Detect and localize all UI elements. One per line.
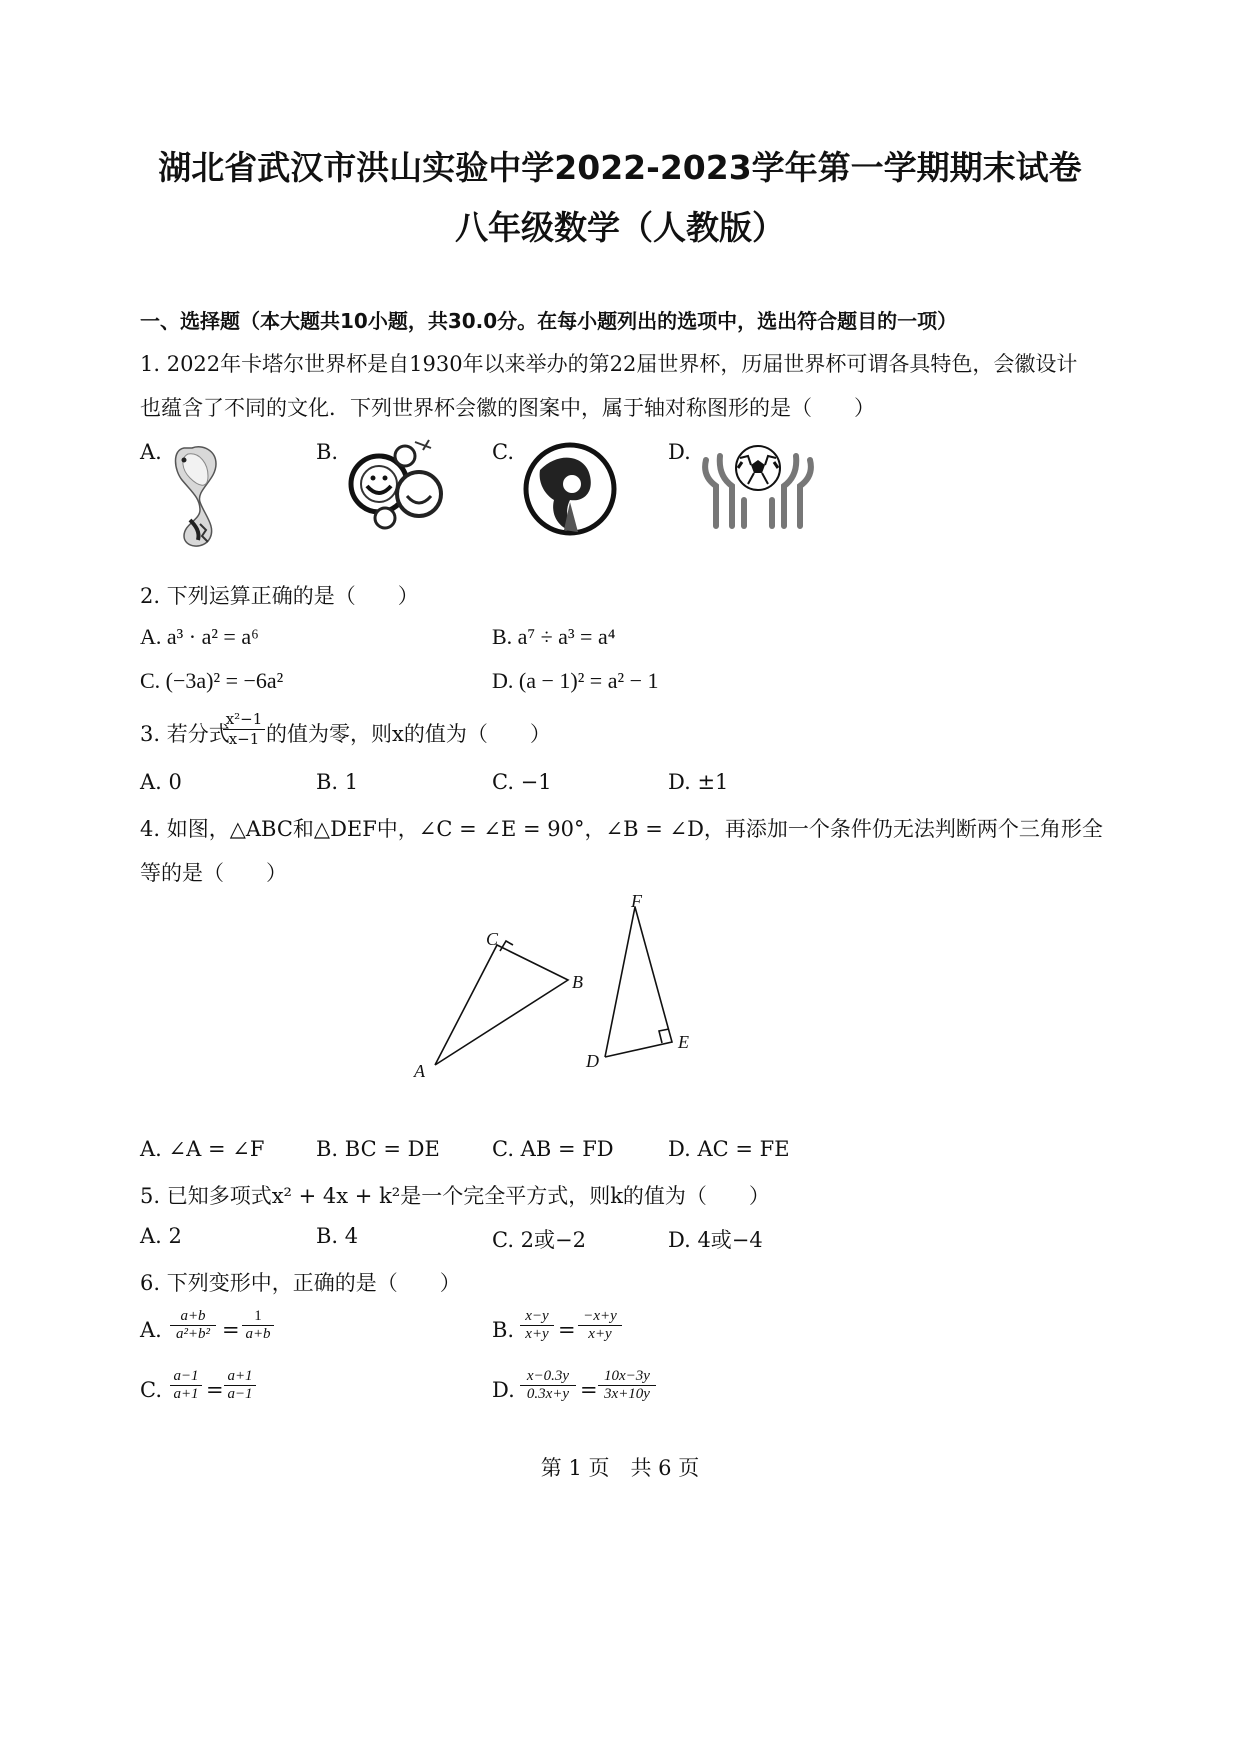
q6-a-right-den: a+b: [245, 1326, 271, 1342]
q4-option-c: C. AB = FD: [492, 1137, 614, 1161]
q6-b-right-fraction: [578, 1308, 622, 1343]
vertex-label-c: C: [486, 929, 499, 949]
q4-option-b: B. BC = DE: [316, 1137, 440, 1161]
q5-option-b: B. 4: [316, 1224, 359, 1248]
q6-d-left-num: x−0.3y: [520, 1368, 576, 1386]
q6-b-left-den: x+y: [525, 1326, 549, 1342]
q2-option-c: C. (−3a)² = −6a²: [140, 668, 284, 693]
q4-option-a: A. ∠A = ∠F: [140, 1137, 265, 1161]
q4-stem-line2: 等的是（ ）: [140, 861, 287, 885]
q3-option-c: C. −1: [492, 770, 552, 794]
q3-fraction-denominator: x−1: [228, 730, 260, 748]
q6-d-left-fraction: [520, 1368, 576, 1403]
vertex-label-b: B: [572, 972, 583, 992]
q6-c-left-den: a+1: [173, 1386, 199, 1402]
q6-b-right-den: x+y: [588, 1326, 612, 1342]
q6-option-b-label: B.: [492, 1318, 515, 1342]
q3-option-d: D. ±1: [668, 770, 729, 794]
q6-d-right-den: 3x+10y: [604, 1386, 650, 1402]
exam-title: 湖北省武汉市洪山实验中学2022-2023学年第一学期期末试卷: [158, 148, 1082, 187]
q5-option-c: C. 2或−2: [492, 1228, 586, 1252]
vertex-label-a: A: [414, 1061, 425, 1081]
q1-stem-line2: 也蕴含了不同的文化．下列世界杯会徽的图案中，属于轴对称图形的是（ ）: [140, 396, 875, 420]
q3-option-a: A. 0: [140, 770, 182, 794]
vertex-label-d: D: [586, 1051, 599, 1071]
q2-option-a: A. a³ · a² = a⁶: [140, 624, 259, 649]
q2-stem: 2. 下列运算正确的是（ ）: [140, 584, 419, 608]
q5-stem: 5. 已知多项式x² + 4x + k²是一个完全平方式，则k的值为（ ）: [140, 1184, 770, 1208]
q1-option-c-label: C.: [492, 440, 514, 464]
vertex-label-f: F: [631, 891, 642, 911]
q4-triangle-figure: [400, 885, 720, 1085]
page-number: 第 1 页 共 6 页: [540, 1456, 700, 1480]
q3-stem-suffix: 的值为零，则x的值为（ ）: [266, 722, 551, 746]
q2-option-b: B. a⁷ ÷ a³ = a⁴: [492, 624, 616, 649]
q6-c-right-fraction: [224, 1368, 256, 1403]
q5-option-a: A. 2: [140, 1224, 182, 1248]
q4-stem-line1: 4. 如图，△ABC和△DEF中，∠C = ∠E = 90°，∠B = ∠D，再添加一个条件仍无法判断两个三角形全: [140, 817, 1103, 841]
q6-c-left-fraction: [170, 1368, 202, 1403]
q6-b-equals: =: [558, 1318, 576, 1342]
q6-d-right-num: 10x−3y: [598, 1368, 656, 1386]
q6-a-left-num: a+b: [170, 1308, 216, 1326]
q6-a-right-fraction: [242, 1308, 274, 1343]
q6-stem: 6. 下列变形中，正确的是（ ）: [140, 1271, 461, 1295]
q6-c-right-den: a−1: [227, 1386, 253, 1402]
q3-stem-prefix: 3. 若分式: [140, 722, 230, 746]
section-heading: 一、选择题（本大题共10小题，共30.0分。在每小题列出的选项中，选出符合题目的一项）: [140, 309, 958, 333]
q6-a-left-den: a²+b²: [175, 1326, 211, 1342]
q6-b-left-num: x−y: [520, 1308, 554, 1326]
q3-option-b: B. 1: [316, 770, 359, 794]
korea-japan-2002-emblem-icon: [520, 440, 620, 538]
q5-option-d: D. 4或−4: [668, 1228, 763, 1252]
q6-c-right-num: a+1: [224, 1368, 256, 1386]
q1-option-b-label: B.: [316, 440, 339, 464]
q6-option-d-label: D.: [492, 1378, 515, 1402]
q1-option-a-label: A.: [140, 440, 162, 464]
triangle-def: [605, 907, 672, 1057]
qatar-2022-emblem-icon: [170, 440, 230, 555]
exam-subtitle: 八年级数学（人教版）: [455, 208, 785, 247]
germany-2006-emblem-icon: [345, 436, 450, 536]
q3-fraction-numerator: x²−1: [223, 710, 265, 730]
q6-b-right-num: −x+y: [578, 1308, 622, 1326]
triangle-abc: [435, 945, 568, 1065]
q6-c-left-num: a−1: [170, 1368, 202, 1386]
argentina-1978-emblem-icon: [698, 440, 818, 530]
q6-option-a-label: A.: [140, 1318, 162, 1342]
right-angle-e-marker: [659, 1029, 669, 1043]
q6-d-equals: =: [580, 1378, 598, 1402]
q6-d-left-den: 0.3x+y: [526, 1386, 570, 1402]
q6-a-left-fraction: [170, 1308, 216, 1343]
q6-b-left-fraction: [520, 1308, 554, 1343]
q3-fraction: [223, 710, 265, 748]
q6-a-right-num: 1: [242, 1308, 274, 1326]
q1-stem-line1: 1. 2022年卡塔尔世界杯是自1930年以来举办的第22届世界杯，历届世界杯可谓各具特色，会徽设计: [140, 352, 1078, 376]
q4-option-d: D. AC = FE: [668, 1137, 790, 1161]
q6-a-equals: =: [222, 1318, 240, 1342]
q1-option-d-label: D.: [668, 440, 691, 464]
q6-d-right-fraction: [598, 1368, 656, 1403]
q6-option-c-label: C.: [140, 1378, 162, 1402]
q6-c-equals: =: [206, 1378, 224, 1402]
vertex-label-e: E: [678, 1032, 689, 1052]
q2-option-d: D. (a − 1)² = a² − 1: [492, 668, 659, 693]
